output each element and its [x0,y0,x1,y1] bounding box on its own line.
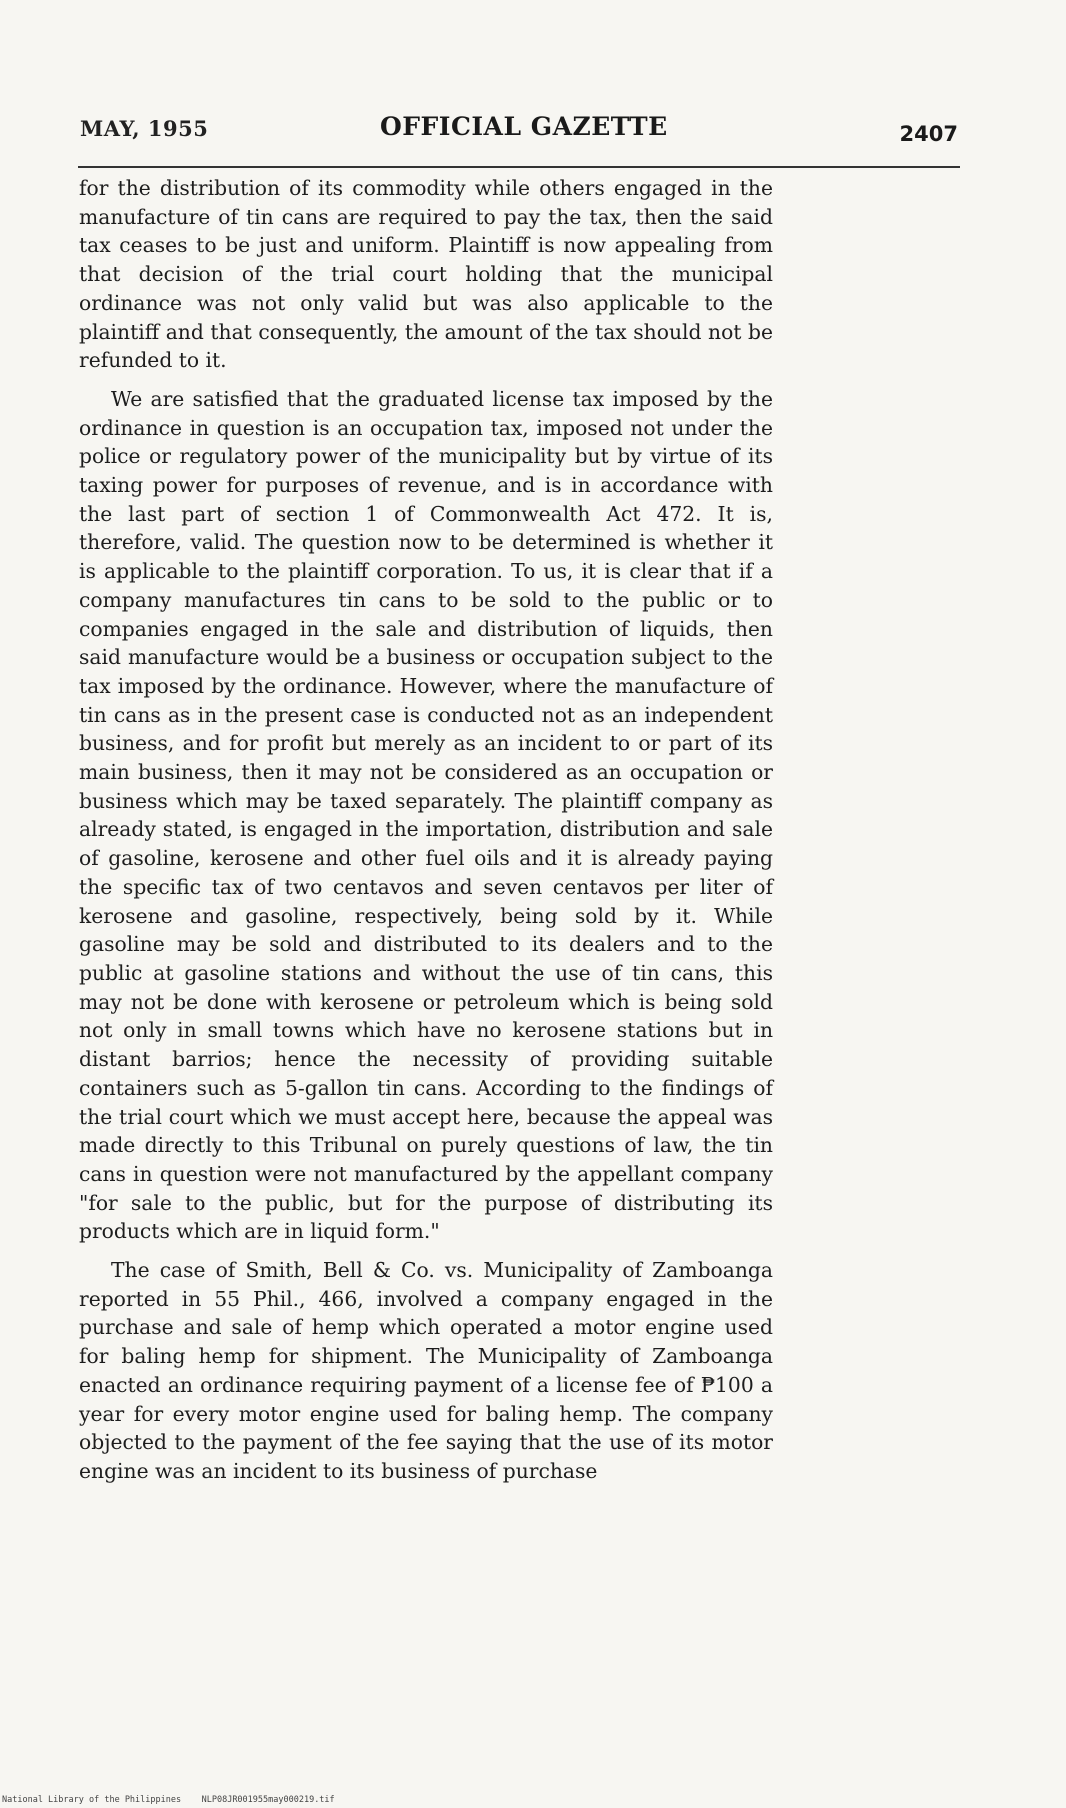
paragraph-continuation: for the distribution of its commodity while others engaged in the manufacture of tin cans are required to pay the tax, then the said tax ceases to be just and uniform. Plaintiff is now appealing from that decision of the trial court holding that the municipal ordinance was not only valid but was also applicable to the plaintiff and that consequently, the amount of the tax should not be refunded to it. [79,176,773,373]
footer-file: NLP08JR001955may000219.tif [201,1795,335,1805]
paragraph-analysis: We are satisfied that the graduated license tax imposed by the ordinance in question is an occupation tax, imposed not under the police or regulatory power of the municipality but by virtue of its taxing power for purposes of revenue, and is in accordance with the last part of section 1 of Commonwealth Act 472. It is, therefore, valid. The question now to be determined is whether it is applicable to the plaintiff corporation. To us, it is clear that if a company manufactures tin cans to be sold to the public or to companies engaged in the sale and distribution of liquids, then said manufacture would be a business or occupation subject to the tax imposed by the ordinance. However, where the manufacture of tin cans as in the present case is conducted not as an independent business, and for profit but merely as an incident to or part of its main business, then it may not be considered as an occupation or business which may be taxed separately. The plaintiff company as already stated, is engaged in the importation, distribution and sale of gasoline, kerosene and other fuel oils and it is already paying the specific tax of two centavos and seven centavos per liter of kerosene and gasoline, respectively, being sold by it. While gasoline may be sold and distributed to its dealers and to the public at gasoline stations and without the use of tin cans, this may not be done with kerosene or petroleum which is being sold not only in small towns which have no kerosene stations but in distant barrios; hence the necessity of providing suitable containers such as 5-gallon tin cans. According to the findings of the trial court which we must accept here, because the appeal was made directly to this Tribunal on purely questions of law, the tin cans in question were not manufactured by the appellant company "for sale to the public, but for the purpose of distributing its products which are in liquid form." [79,386,773,1244]
body-text [79,174,773,1496]
header-rule [78,166,960,168]
page-number: 2407 [899,122,958,146]
publication-title: OFFICIAL GAZETTE [380,112,668,141]
paragraph-precedent: The case of Smith, Bell & Co. vs. Municipality of Zamboanga reported in 55 Phil., 466, involved a company engaged in the purchase and sale of hemp which operated a motor engine used for baling hemp for shipment. The Municipality of Zamboanga enacted an ordinance requiring payment of a license fee of ₱100 a year for every motor engine used for baling hemp. The company objected to the payment of the fee saying that the use of its motor engine was an incident to its business of purchase [79,1258,773,1483]
page-header [80,108,970,148]
issue-date: MAY, 1955 [80,116,209,141]
footer-source: National Library of the Philippines [2,1795,182,1805]
scan-footer [2,1795,335,1805]
